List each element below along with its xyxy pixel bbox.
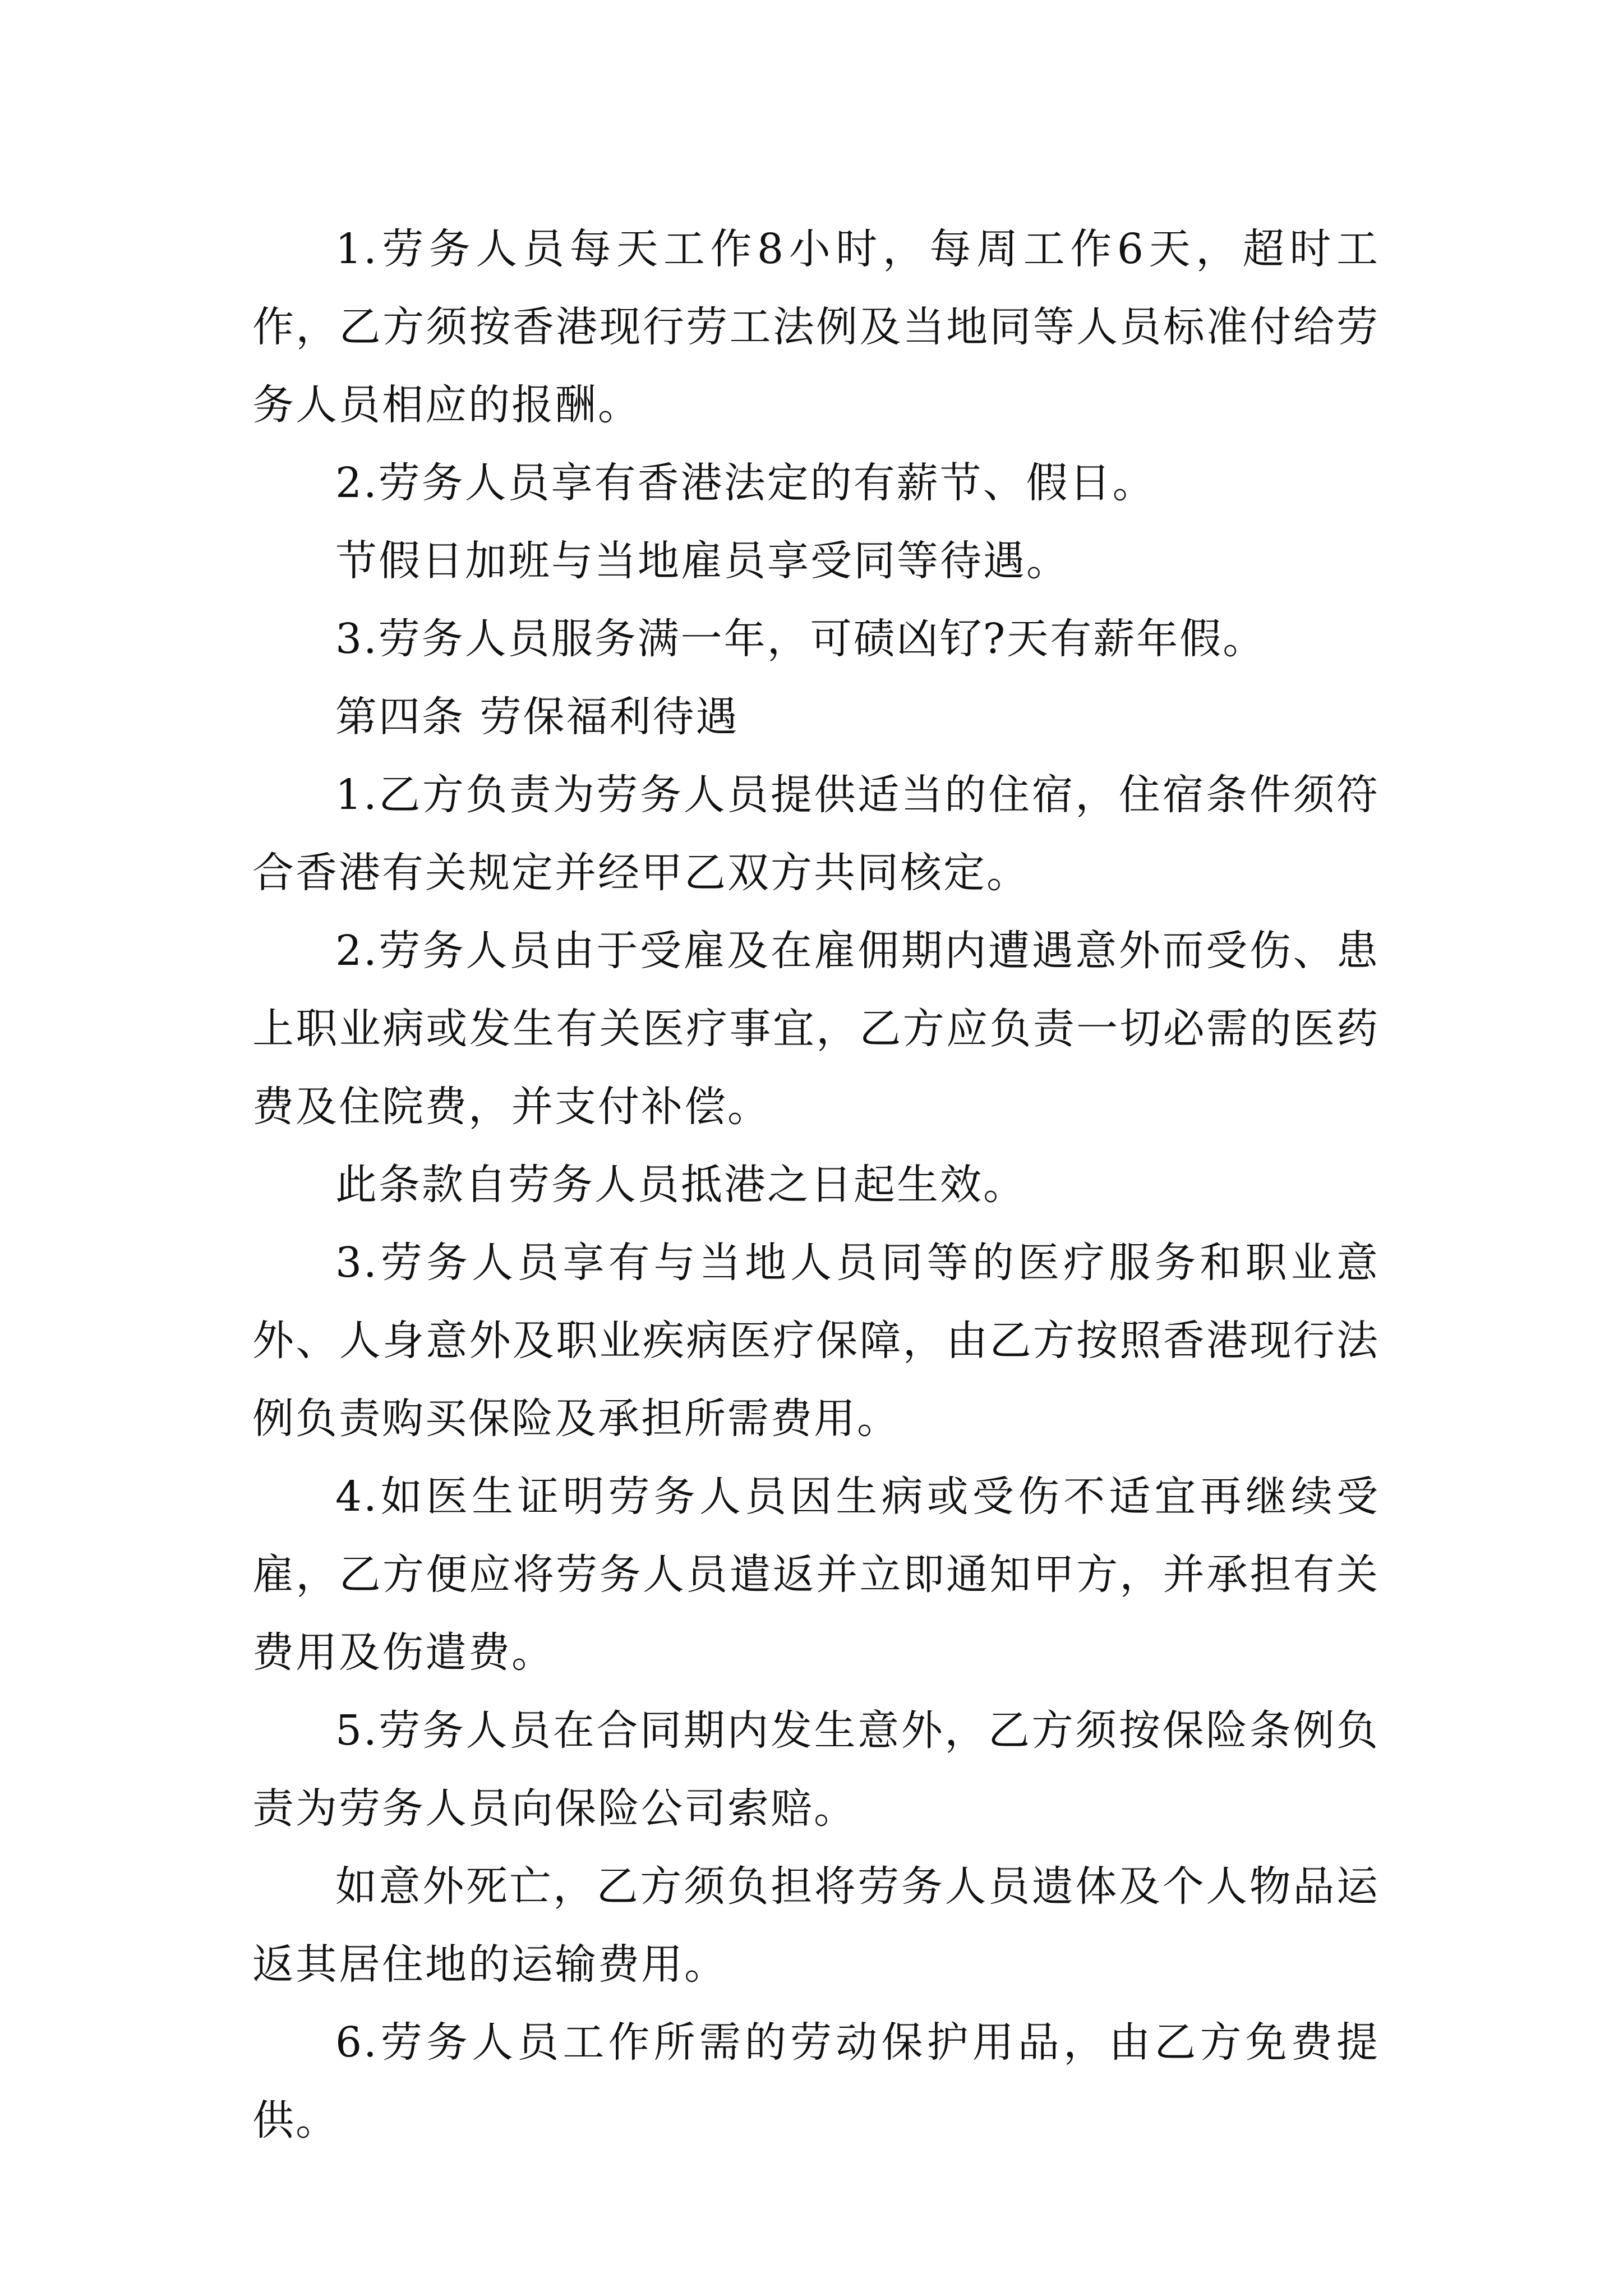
- paragraph-12: 如意外死亡，乙方须负担将劳务人员遗体及个人物品运返其居住地的运输费用。: [252, 1862, 1380, 1989]
- paragraph-10: 4.如医生证明劳务人员因生病或受伤不适宜再继续受雇，乙方便应将劳务人员遣返并立即通知甲方，并承担有关费用及伤遣费。: [252, 1473, 1380, 1677]
- paragraph-2: 2.劳务人员享有香港法定的有薪节、假日。: [335, 459, 1156, 507]
- paragraph-13: 6.劳务人员工作所需的劳动保护用品，由乙方免费提供。: [252, 2018, 1380, 2145]
- section-heading: 第四条 劳保福利待遇: [335, 693, 739, 741]
- paragraph-6: 1.乙方负责为劳务人员提供适当的住宿，住宿条件须符合香港有关规定并经甲乙双方共同核定。: [252, 771, 1380, 897]
- paragraph-8: 此条款自劳务人员抵港之日起生效。: [335, 1161, 1026, 1209]
- paragraph-3: 节假日加班与当地雇员享受同等待遇。: [335, 537, 1069, 585]
- paragraph-11: 5.劳务人员在合同期内发生意外，乙方须按保险条例负责为劳务人员向保险公司索赔。: [252, 1706, 1380, 1833]
- paragraph-7: 2.劳务人员由于受雇及在雇佣期内遭遇意外而受伤、患上职业病或发生有关医疗事宜，乙方应负责一切必需的医药费及住院费，并支付补偿。: [252, 927, 1380, 1131]
- paragraph-1: 1.劳务人员每天工作8小时，每周工作6天，超时工作，乙方须按香港现行劳工法例及当地同等人员标准付给劳务人员相应的报酬。: [252, 225, 1380, 429]
- document-body: [252, 210, 1380, 2160]
- paragraph-9: 3.劳务人员享有与当地人员同等的医疗服务和职业意外、人身意外及职业疾病医疗保障，由乙方按照香港现行法例负责购买保险及承担所需费用。: [252, 1239, 1380, 1443]
- paragraph-4: 3.劳务人员服务满一年，可碛凶钌?天有薪年假。: [335, 615, 1266, 663]
